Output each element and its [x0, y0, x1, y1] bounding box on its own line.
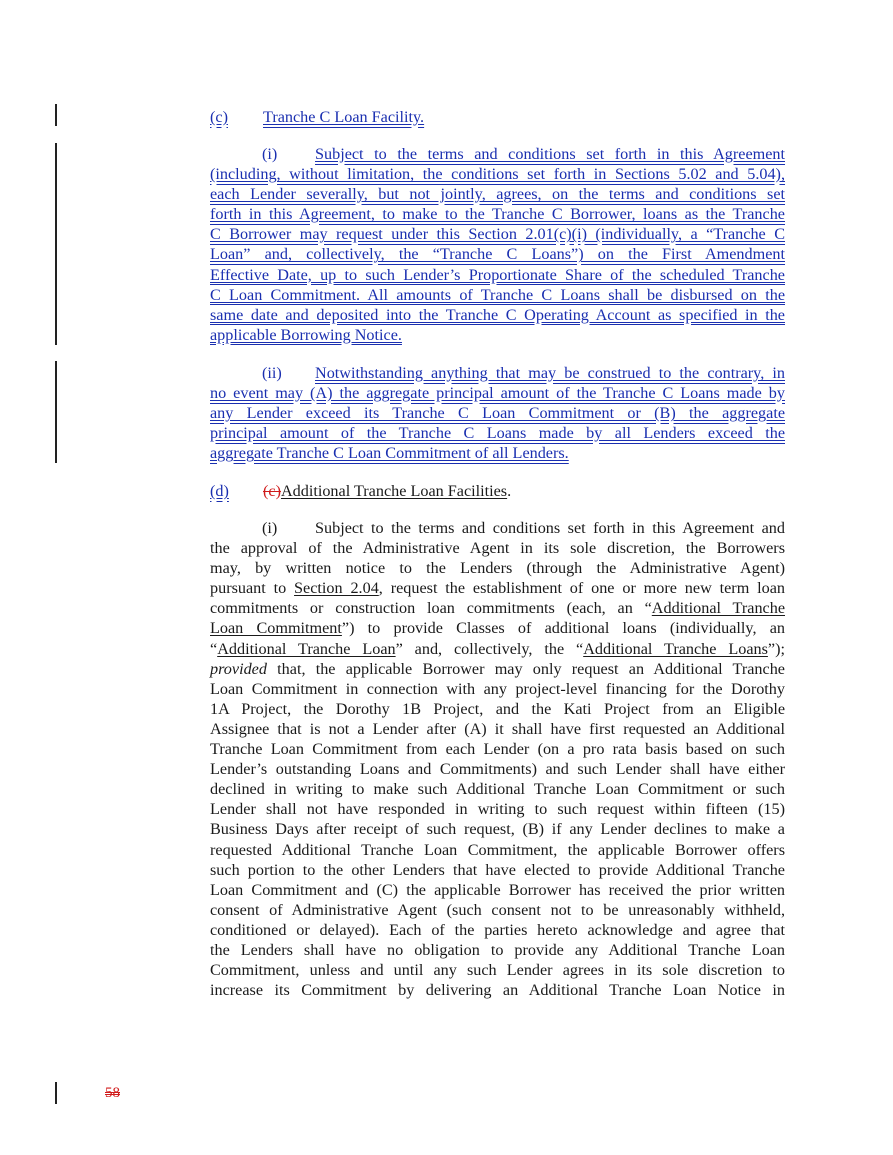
text-line: (i) Subject to the terms and conditions set forth in this Agreement and	[262, 519, 785, 537]
text-line: aggregate Tranche C Loan Commitment of all Lenders.	[210, 444, 569, 463]
text-line: Loan Commitment”) to provide Classes of additional loans (individually, an	[210, 619, 785, 638]
text-line: Tranche Loan Commitment from each Lender (on a pro rata basis based on such	[210, 740, 785, 759]
text-line: provided that, the applicable Borrower may only request an Additional Tranche	[210, 659, 785, 678]
text-line: Commitment, unless and until any such Lender agrees in its sole discretion to	[210, 961, 785, 980]
change-bar	[55, 1082, 57, 1104]
text-line: conditioned or delayed). Each of the parties hereto acknowledge and agree that	[210, 920, 785, 939]
text-line: principal amount of the Tranche C Loans made by all Lenders exceed the	[210, 424, 785, 443]
section-d-label: (d)	[210, 482, 229, 500]
defined-term: Additional Tranche Loans	[583, 639, 768, 658]
text-line: (ii) Notwithstanding anything that may be construed to the contrary, in	[262, 364, 785, 382]
text-line: increase its Commitment by delivering an Additional Tranche Loan Notice in	[210, 981, 785, 1000]
text-line: (i) Subject to the terms and conditions set forth in this Agreement	[262, 145, 785, 163]
section-c-heading	[210, 107, 425, 127]
text-line: C Borrower may request under this Section 2.01(c)(i) (individually, a “Tranche C	[210, 225, 785, 244]
para-num: (i)	[262, 519, 278, 537]
text-line: 1A Project, the Dorothy 1B Project, and the Kati Project from an Eligible	[210, 699, 785, 718]
text-line: pursuant to Section 2.04, request the establishment of one or more new term loan	[210, 579, 786, 598]
text-line: “Additional Tranche Loan” and, collectively, the “Additional Tranche Loans”);	[210, 639, 785, 658]
text-line: declined in writing to make such Additional Tranche Loan Commitment or such	[210, 780, 785, 799]
text-line: Effective Date, up to such Lender’s Proportionate Share of the scheduled Tranche	[210, 265, 785, 284]
text-line: Lender’s outstanding Loans and Commitments) and such Lender shall have either	[210, 760, 785, 779]
text-line: (including, without limitation, the conditions set forth in Sections 5.02 and 5.04),	[210, 165, 785, 184]
defined-term: Loan Commitment	[210, 619, 342, 638]
section-d-para-i	[210, 518, 785, 1000]
text-line: Business Days after receipt of such request, (B) if any Lender declines to make a	[210, 820, 785, 839]
text-line: any Lender exceed its Tranche C Loan Commitment or (B) the aggregate	[210, 404, 785, 423]
provided-emphasis: provided	[210, 659, 267, 678]
section-c-title: Tranche C Loan Facility.	[263, 108, 425, 126]
section-reference-link: Section 2.04	[294, 579, 379, 598]
text-line: same date and deposited into the Tranche C Operating Account as specified in the	[210, 305, 785, 324]
text-line: the approval of the Administrative Agent in its sole discretion, the Borrowers	[210, 539, 785, 558]
section-d-title: Additional Tranche Loan Facilities	[280, 482, 508, 500]
text-line: applicable Borrowing Notice.	[210, 325, 402, 344]
para-num: (ii)	[262, 364, 282, 382]
text-line: such portion to the other Lenders that have elected to provide Additional Tranche	[210, 860, 785, 879]
text-line: Assignee that is not a Lender after (A) it shall have first requested an Additional	[210, 719, 785, 738]
text-line: may, by written notice to the Lenders (through the Administrative Agent)	[210, 559, 785, 578]
section-c-para-ii	[210, 363, 785, 463]
text-line: requested Additional Tranche Loan Commitment, the applicable Borrower offers	[210, 840, 785, 859]
text-line: commitments or construction loan commitments (each, an “Additional Tranche	[210, 599, 785, 618]
defined-term: Additional Tranche	[651, 599, 785, 618]
change-bar	[55, 143, 57, 345]
defined-term: Additional Tranche Loan	[217, 639, 396, 658]
text-line: Lender shall not have responded in writing to such request within fifteen (15)	[210, 800, 785, 819]
text-line: Loan Commitment in connection with any project-level financing for the Dorothy	[210, 679, 785, 698]
text-line: Loan Commitment and (C) the applicable Borrower has received the prior written	[210, 880, 785, 899]
text-line: C Loan Commitment. All amounts of Tranche C Loans shall be disbursed on the	[210, 285, 785, 304]
section-d-heading: (d) (c)Additional Tranche Loan Facilities.	[210, 482, 512, 500]
text-line: each Lender severally, but not jointly, agrees, on the terms and conditions set	[210, 185, 785, 204]
deleted-section-label: (c)	[263, 482, 281, 500]
change-bar	[55, 104, 57, 126]
text-line: Loan” and, collectively, the “Tranche C Loans”) on the First Amendment	[210, 245, 785, 264]
section-c-para-i	[210, 144, 785, 345]
text-line: forth in this Agreement, to make to the Tranche C Borrower, loans as the Tranche	[210, 205, 785, 224]
section-c-label: (c)	[210, 108, 228, 126]
change-bar	[55, 361, 57, 463]
text-line: no event may (A) the aggregate principal amount of the Tranche C Loans made by	[210, 384, 785, 403]
page-number: 58	[105, 1085, 120, 1101]
text-line: the Lenders shall have no obligation to provide any Additional Tranche Loan	[210, 940, 785, 959]
para-num: (i)	[262, 145, 278, 163]
text-line: consent of Administrative Agent (such consent not to be unreasonably withheld,	[210, 900, 785, 919]
